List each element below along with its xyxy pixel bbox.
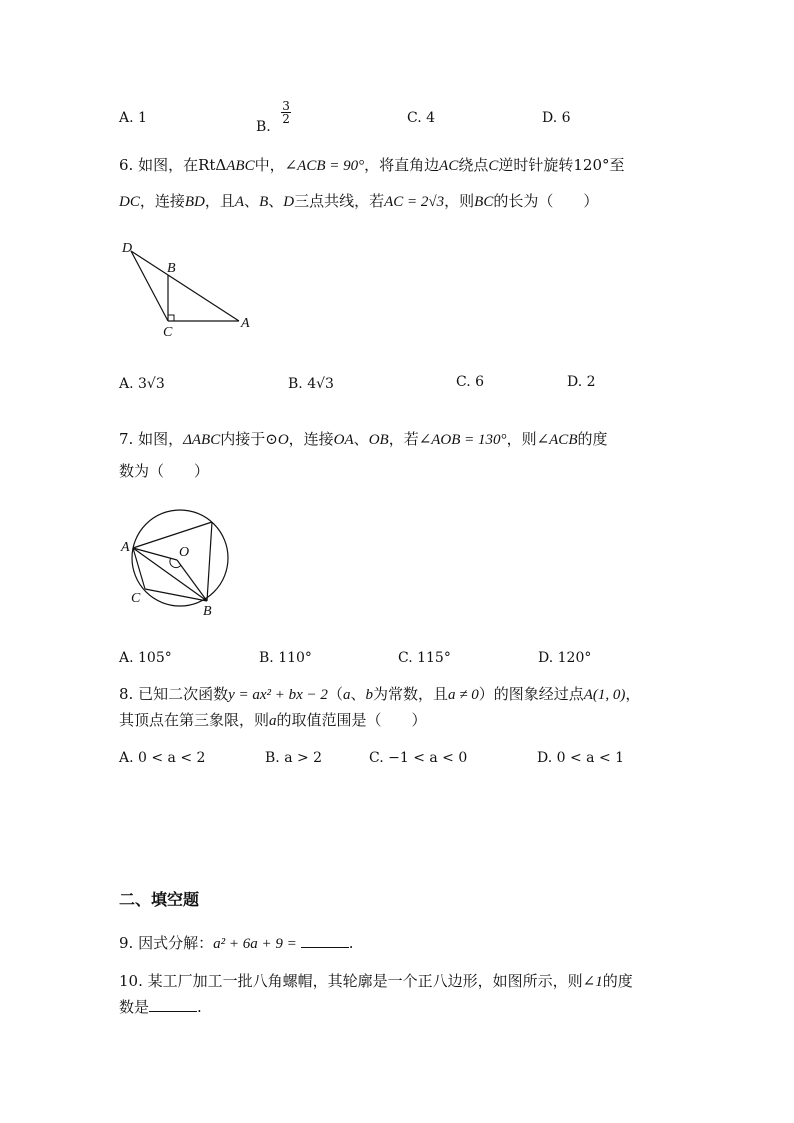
q8-math: a [269, 713, 277, 729]
q8-text: 的取值范围是（ ） [276, 711, 427, 729]
q8-math: y = ax² + bx − 2 [228, 687, 328, 703]
label-b: B [203, 604, 212, 619]
q7-line-2: 数为（ ） [119, 462, 210, 480]
q6-math: C [488, 158, 499, 174]
q6-option-a: A. 3√3 [119, 376, 165, 392]
q6-math: B [259, 194, 269, 210]
q8-text: （ [327, 685, 343, 703]
q7-math: ∠ACB [536, 432, 578, 448]
q8-text: 、 [350, 685, 366, 703]
segment-top-b [207, 522, 212, 601]
q10-text: . [197, 998, 202, 1016]
q6-math: D [283, 194, 295, 210]
q6-math: DC [119, 194, 140, 210]
q6-math: 120° [573, 156, 610, 174]
q5-option-a: A. 1 [119, 110, 147, 126]
q6-math: ABC [226, 158, 255, 174]
q7-math: OB [368, 432, 389, 448]
q5-option-b [256, 99, 291, 135]
q7-math: ∠AOB = 130° [418, 432, 507, 448]
q7-text: ，若 [388, 430, 419, 448]
q6-triangle-figure [110, 232, 270, 342]
q8-math: a ≠ 0 [447, 687, 479, 703]
q7-text: 内接于 [220, 430, 266, 448]
q10-text: 的度 [602, 972, 633, 990]
q6-line-1 [119, 155, 625, 176]
q6-text: 三点共线，若 [294, 192, 385, 210]
label-o: O [179, 545, 190, 560]
q8-line-1 [119, 684, 640, 705]
q7-text: 、 [353, 430, 369, 448]
q7-text: 的度 [577, 430, 608, 448]
label-a: A [121, 540, 130, 555]
label-a: A [241, 316, 250, 331]
q8-line-2 [119, 710, 427, 731]
q6-math: A [234, 194, 245, 210]
q10-math: ∠1 [582, 974, 603, 990]
q6-text: 、 [244, 192, 260, 210]
q10-text: 数是 [119, 998, 150, 1016]
q7-text: 7. 如图， [119, 430, 184, 448]
q8-option-b: B. a > 2 [265, 750, 323, 766]
q7-option-c: C. 115° [398, 650, 451, 666]
q8-math: b [365, 687, 373, 703]
q6-math: ∠ACB = 90° [284, 158, 365, 174]
q7-option-d: D. 120° [538, 650, 592, 666]
q6-math: BC [474, 194, 494, 210]
q8-math: A(1, 0) [583, 687, 626, 703]
q6-text: 6. 如图，在Rt [119, 156, 216, 174]
q6-math: BD [184, 194, 205, 210]
q8-option-c: C. −1 < a < 0 [369, 750, 468, 766]
q6-text: 逆时针旋转 [498, 156, 574, 174]
q8-text: 8. 已知二次函数 [119, 685, 229, 703]
q6-option-b: B. 4√3 [288, 376, 334, 392]
q6-option-c: C. 6 [456, 374, 485, 390]
q9-answer-blank[interactable] [301, 935, 349, 948]
q6-text: ，连接 [139, 192, 185, 210]
fraction-numerator: 3 [282, 99, 290, 113]
q9-text: . [348, 934, 354, 952]
q7-text: ，则 [506, 430, 537, 448]
q10-text: 10. 某工厂加工一批八角螺帽，其轮廓是一个正八边形，如图所示，则 [119, 972, 583, 990]
q10-line-2 [119, 997, 202, 1017]
q8-text: ）的图象经过点 [478, 685, 584, 703]
q6-text: 绕点 [458, 156, 489, 174]
q6-text: ，且 [204, 192, 235, 210]
q5-option-d: D. 6 [542, 110, 571, 126]
q7-option-a: A. 105° [119, 650, 172, 666]
q6-option-d: D. 2 [567, 374, 596, 390]
q7-math: OA [333, 432, 354, 448]
segment-da [131, 251, 239, 321]
q6-text: ，将直角边 [364, 156, 440, 174]
section-title: 二、填空题 [119, 890, 200, 909]
q6-text: 至 [609, 156, 625, 174]
q6-math: AC [439, 158, 459, 174]
q8-text: ， [625, 685, 641, 703]
q10-answer-blank[interactable] [149, 999, 197, 1012]
label-c: C [131, 591, 141, 606]
q6-text: 中， [254, 156, 285, 174]
q6-text: Δ [215, 156, 227, 174]
q5-option-b-prefix: B. [256, 118, 271, 135]
label-d: D [122, 241, 133, 256]
q8-option-d: D. 0 < a < 1 [537, 750, 625, 766]
segment-ab [133, 548, 207, 601]
q7-math: ΔABC [183, 432, 221, 448]
q9-math: a² + 6a + 9 = [213, 936, 297, 952]
q7-option-b: B. 110° [259, 650, 312, 666]
segment-ob [177, 560, 207, 601]
q6-line-2 [119, 191, 598, 212]
q7-line-1 [119, 429, 608, 450]
q5-option-c: C. 4 [407, 110, 436, 126]
q7-text: ，连接 [288, 430, 334, 448]
q10-line-1 [119, 971, 633, 992]
q6-text: ，则 [444, 192, 475, 210]
q8-text: 其顶点在第三象限，则 [119, 711, 270, 729]
label-c: C [163, 325, 173, 340]
q7-circle-figure [115, 505, 245, 620]
q8-text: 为常数，且 [372, 685, 448, 703]
q5-option-b-fraction [281, 100, 291, 125]
q6-math: AC = 2√3 [384, 194, 445, 210]
q8-math: a [342, 687, 351, 703]
label-b: B [167, 261, 176, 276]
q7-math: ⊙O [265, 432, 289, 448]
q6-text: 、 [268, 192, 284, 210]
q9-text: 9. 因式分解： [119, 934, 214, 952]
q8-option-a: A. 0 < a < 2 [119, 750, 206, 766]
q9-line [119, 933, 354, 954]
segment-dc [131, 251, 168, 321]
q6-text: 的长为（ ） [493, 192, 599, 210]
fraction-denominator: 2 [282, 112, 290, 126]
right-angle-mark [168, 315, 174, 321]
